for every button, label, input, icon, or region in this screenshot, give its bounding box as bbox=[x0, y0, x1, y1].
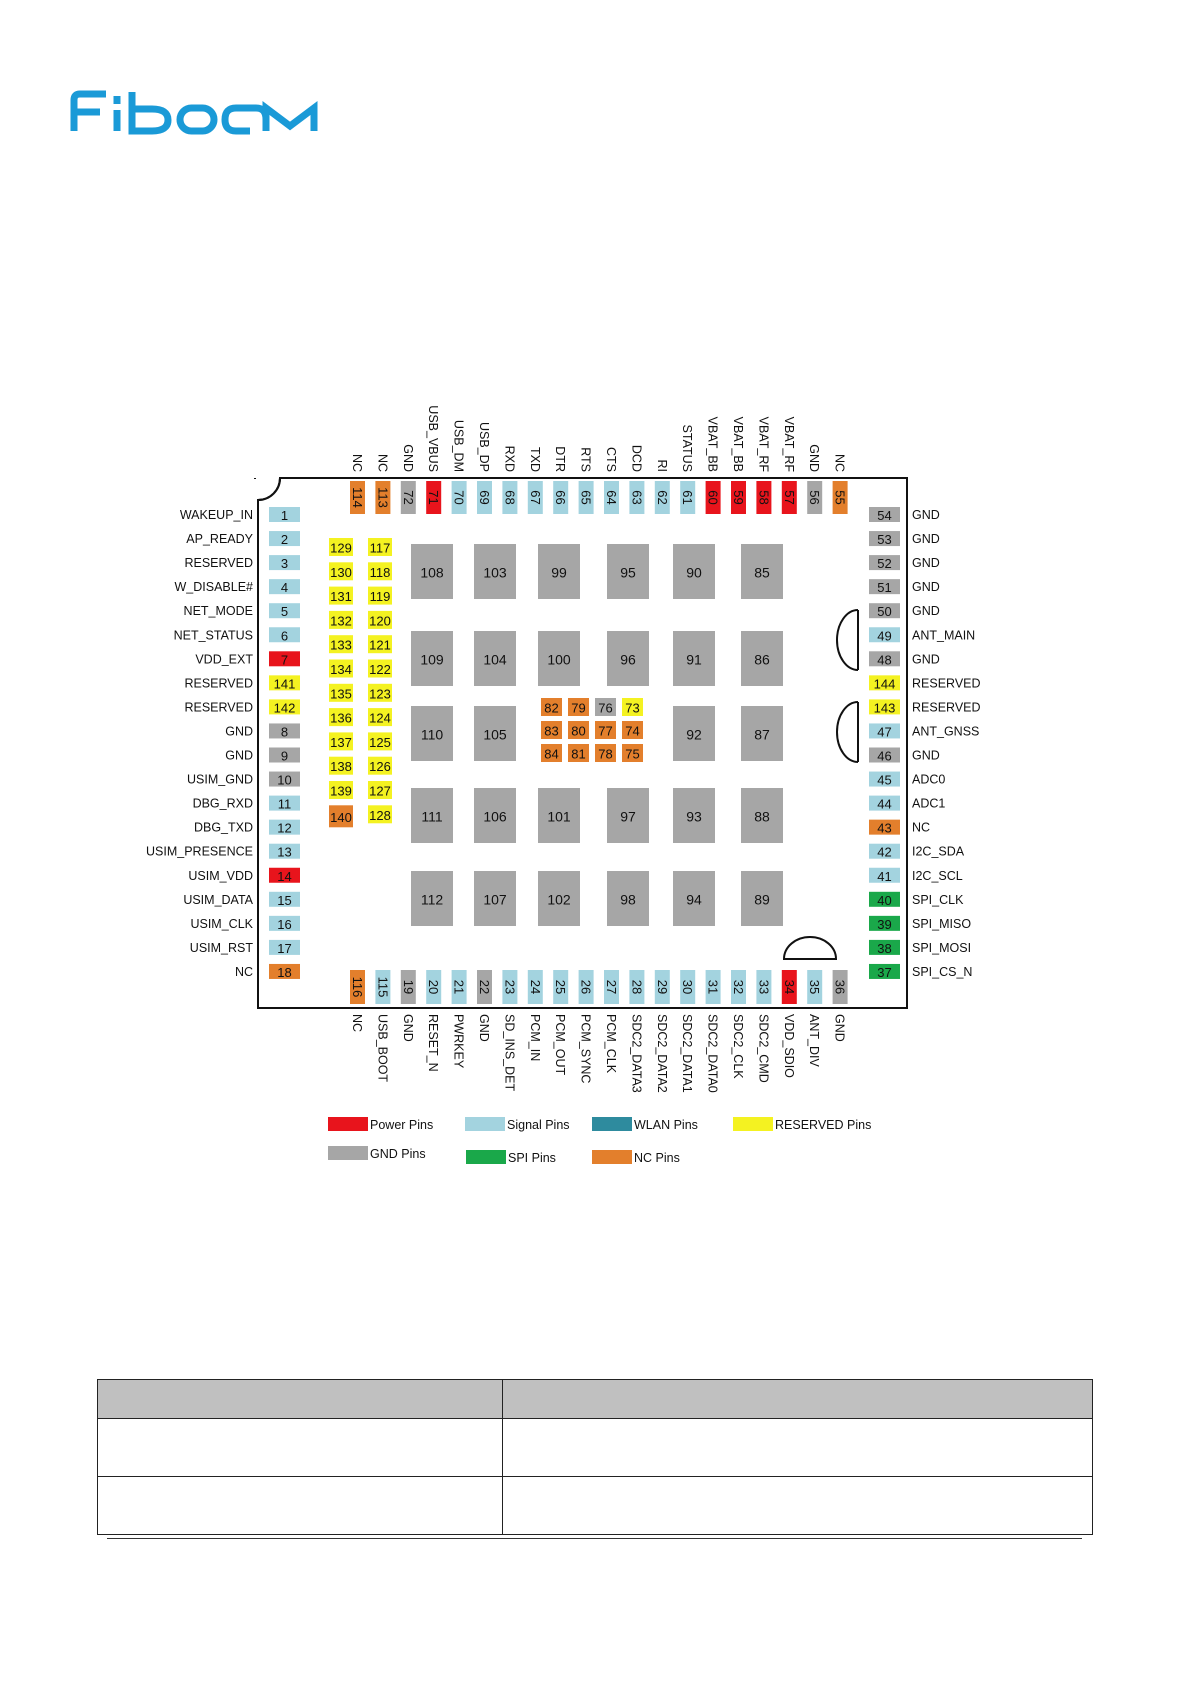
pin-113-number: 113 bbox=[375, 487, 391, 508]
pin-22-number: 22 bbox=[477, 979, 492, 995]
center-pin-cluster bbox=[541, 698, 643, 762]
pin-43-label: NC bbox=[912, 820, 931, 835]
pin-14-number: 14 bbox=[277, 868, 292, 884]
pin-59-label: VBAT_BB bbox=[731, 416, 745, 472]
pin-1-label: WAKEUP_IN bbox=[179, 508, 253, 522]
pin-127-number: 127 bbox=[369, 783, 391, 799]
pin-30-number: 30 bbox=[680, 979, 696, 995]
pin-125-number: 125 bbox=[369, 734, 391, 750]
pin-72-label: GND bbox=[400, 444, 415, 472]
pin-122-number: 122 bbox=[369, 662, 391, 677]
legend-label-reserved: RESERVED Pins bbox=[775, 1118, 872, 1132]
pin-27-label: PCM_CLK bbox=[604, 1014, 618, 1074]
table-cell bbox=[98, 1419, 503, 1477]
pin-26-number: 26 bbox=[578, 979, 594, 995]
table-row bbox=[98, 1419, 1093, 1477]
pin-11-number: 11 bbox=[277, 796, 292, 812]
pin-23-label: SD_INS_DET bbox=[502, 1014, 517, 1092]
pin-19-label: GND bbox=[400, 1014, 415, 1042]
pin-143-label: RESERVED bbox=[912, 700, 981, 715]
pin-23-number: 23 bbox=[502, 979, 518, 995]
pin-76-number: 76 bbox=[598, 700, 613, 716]
pad-106-number: 106 bbox=[483, 808, 507, 825]
pin-34-label: VDD_SDIO bbox=[781, 1014, 796, 1078]
pin-21-number: 21 bbox=[451, 979, 467, 995]
pin-17-label: USIM_RST bbox=[189, 940, 253, 955]
pad-102-number: 102 bbox=[547, 891, 571, 908]
table-cell bbox=[503, 1419, 1093, 1477]
pin-63-number: 63 bbox=[629, 490, 645, 505]
pad-108-number: 108 bbox=[420, 564, 444, 581]
pin-70-number: 70 bbox=[451, 490, 467, 505]
pin-58-label: VBAT_RF bbox=[756, 416, 771, 472]
pin-17-number: 17 bbox=[277, 940, 292, 956]
pin-2-number: 2 bbox=[280, 532, 289, 548]
legend-swatch-spi bbox=[466, 1150, 506, 1164]
pin-65-number: 65 bbox=[578, 490, 594, 505]
pin-12-label: DBG_TXD bbox=[193, 820, 253, 835]
pin-114-label: NC bbox=[350, 453, 364, 472]
pin-124-number: 124 bbox=[369, 710, 391, 726]
pin-114-number: 114 bbox=[350, 487, 365, 508]
pin-60-number: 60 bbox=[705, 490, 721, 505]
footer-rule bbox=[107, 1538, 1082, 1539]
pin-35-number: 35 bbox=[807, 979, 823, 995]
table-cell bbox=[98, 1477, 503, 1535]
pad-97-number: 97 bbox=[620, 808, 636, 825]
pin-15-label: USIM_DATA bbox=[183, 892, 253, 907]
pin-57-label: VBAT_RF bbox=[781, 416, 796, 472]
pin-1-number: 1 bbox=[280, 508, 289, 523]
pin-36-label: GND bbox=[832, 1014, 847, 1042]
pin-135-number: 135 bbox=[330, 686, 352, 702]
pin-40-label: SPI_CLK bbox=[912, 892, 964, 907]
pin-11-label: DBG_RXD bbox=[192, 796, 253, 811]
pin-80-number: 80 bbox=[571, 723, 586, 739]
pin-49-number: 49 bbox=[877, 628, 892, 644]
pad-107-number: 107 bbox=[483, 891, 507, 908]
table-row bbox=[98, 1477, 1093, 1535]
pad-111-number: 111 bbox=[421, 808, 443, 825]
ant-gnss-marker bbox=[837, 702, 858, 762]
pin-10-label: USIM_GND bbox=[187, 772, 253, 787]
pin-67-number: 67 bbox=[527, 490, 543, 505]
pin-15-number: 15 bbox=[277, 892, 292, 908]
pin-117-number: 117 bbox=[369, 540, 391, 556]
pin-13-label: USIM_PRESENCE bbox=[146, 844, 253, 859]
pin-115-number: 115 bbox=[375, 976, 391, 998]
pin-47-number: 47 bbox=[877, 724, 892, 740]
pin-73-number: 73 bbox=[625, 700, 640, 716]
pin-61-label: STATUS bbox=[680, 424, 695, 472]
pin-64-label: CTS bbox=[604, 447, 618, 472]
pin-57-number: 57 bbox=[781, 490, 797, 505]
pin-66-number: 66 bbox=[553, 490, 569, 505]
pin-definition-table bbox=[97, 1379, 1093, 1535]
pin-31-number: 31 bbox=[705, 979, 721, 995]
pin-32-label: SDC2_CLK bbox=[731, 1014, 745, 1079]
pin-38-number: 38 bbox=[877, 940, 892, 956]
pin-18-number: 18 bbox=[277, 964, 292, 980]
pin-65-label: RTS bbox=[578, 447, 593, 472]
pin-22-label: GND bbox=[477, 1014, 491, 1042]
pin-70-label: USB_DM bbox=[451, 419, 466, 472]
pin-55-number: 55 bbox=[832, 490, 848, 505]
pad-90-number: 90 bbox=[686, 564, 702, 581]
pin-116-label: NC bbox=[350, 1014, 364, 1033]
pin-68-number: 68 bbox=[502, 490, 518, 505]
pin-82-number: 82 bbox=[544, 700, 559, 716]
pin-30-label: SDC2_DATA1 bbox=[680, 1014, 695, 1093]
pin-144-number: 144 bbox=[873, 676, 896, 692]
pin-35-label: ANT_DIV bbox=[807, 1014, 822, 1067]
pin-18-label: NC bbox=[234, 964, 253, 979]
pin-14-label: USIM_VDD bbox=[188, 868, 253, 883]
pin-115-label: USB_BOOT bbox=[375, 1014, 390, 1083]
pin-64-number: 64 bbox=[604, 490, 619, 505]
pin-8-label: GND bbox=[225, 724, 253, 739]
pin-126-number: 126 bbox=[369, 759, 391, 775]
legend-swatch-gnd bbox=[328, 1146, 368, 1160]
pin-69-label: USB_DP bbox=[477, 421, 491, 472]
pin-134-number: 134 bbox=[330, 662, 352, 677]
pin-7-number: 7 bbox=[280, 652, 289, 668]
pin-4-label: W_DISABLE# bbox=[174, 580, 253, 595]
pin-140-number: 140 bbox=[330, 809, 352, 825]
pin-75-number: 75 bbox=[625, 746, 640, 762]
pin-63-label: DCD bbox=[629, 444, 644, 472]
legend-swatch-power bbox=[328, 1117, 368, 1131]
pad-104-number: 104 bbox=[483, 651, 507, 668]
pin-24-label: PCM_IN bbox=[527, 1014, 542, 1062]
pin-138-number: 138 bbox=[330, 759, 352, 775]
pin-34-number: 34 bbox=[781, 979, 797, 995]
pin-16-label: USIM_CLK bbox=[190, 916, 253, 931]
pin-47-label: ANT_GNSS bbox=[912, 724, 980, 739]
pin-21-label: PWRKEY bbox=[451, 1014, 466, 1069]
pin-6-number: 6 bbox=[280, 628, 289, 644]
pin-50-number: 50 bbox=[877, 604, 892, 620]
pin-84-number: 84 bbox=[544, 746, 559, 762]
pin-46-number: 46 bbox=[877, 748, 892, 764]
pin-141-label: RESERVED bbox=[184, 676, 253, 691]
legend-label-nc: NC Pins bbox=[634, 1151, 680, 1165]
pin-52-label: GND bbox=[912, 556, 940, 571]
pad-99-number: 99 bbox=[551, 564, 567, 581]
pin-45-number: 45 bbox=[877, 772, 892, 788]
pin-3-number: 3 bbox=[280, 556, 289, 572]
legend-label-wlan: WLAN Pins bbox=[634, 1118, 698, 1132]
pin-9-number: 9 bbox=[280, 748, 289, 764]
pad-103-number: 103 bbox=[483, 564, 507, 581]
pin-121-number: 121 bbox=[369, 637, 391, 653]
pad-88-number: 88 bbox=[754, 808, 770, 825]
pad-91-number: 91 bbox=[686, 651, 702, 668]
table-header-row bbox=[98, 1380, 1093, 1419]
pin-9-label: GND bbox=[225, 748, 253, 763]
pad-93-number: 93 bbox=[686, 808, 702, 825]
pin-54-number: 54 bbox=[877, 508, 892, 523]
pin-42-number: 42 bbox=[877, 844, 892, 860]
legend-swatch-reserved bbox=[733, 1117, 773, 1131]
pin-37-number: 37 bbox=[877, 964, 892, 980]
pin-53-label: GND bbox=[912, 532, 940, 547]
legend-label-gnd: GND Pins bbox=[370, 1147, 426, 1161]
pin-8-number: 8 bbox=[280, 724, 289, 740]
pad-96-number: 96 bbox=[620, 651, 636, 668]
pin-71-number: 71 bbox=[426, 490, 442, 505]
pin-39-label: SPI_MISO bbox=[912, 916, 972, 931]
legend-label-spi: SPI Pins bbox=[508, 1151, 556, 1165]
pin-132-number: 132 bbox=[330, 613, 352, 629]
inner-reserved-pins bbox=[329, 538, 392, 827]
pin-83-number: 83 bbox=[544, 723, 559, 739]
legend-label-signal: Signal Pins bbox=[507, 1118, 570, 1132]
pin-40-number: 40 bbox=[877, 892, 892, 908]
pin-118-number: 118 bbox=[369, 564, 391, 580]
pin-26-label: PCM_SYNC bbox=[578, 1014, 593, 1084]
pin-139-number: 139 bbox=[330, 783, 352, 799]
pad-105-number: 105 bbox=[483, 726, 507, 743]
pin-131-number: 131 bbox=[330, 589, 352, 605]
left-pin-row bbox=[146, 507, 300, 980]
pin-128-number: 128 bbox=[369, 807, 391, 823]
pin-43-number: 43 bbox=[877, 820, 892, 836]
legend-swatch-nc bbox=[592, 1150, 632, 1164]
module-notch bbox=[258, 478, 280, 500]
pin-25-number: 25 bbox=[553, 979, 569, 995]
pin-74-number: 74 bbox=[625, 723, 640, 739]
pin-7-label: VDD_EXT bbox=[195, 652, 253, 667]
top-pin-row bbox=[350, 405, 848, 514]
pin-29-label: SDC2_DATA2 bbox=[654, 1014, 669, 1093]
pin-142-label: RESERVED bbox=[184, 700, 253, 715]
pin-68-label: RXD bbox=[502, 445, 517, 472]
pin-62-label: RI bbox=[654, 459, 669, 472]
pin-38-label: SPI_MOSI bbox=[912, 940, 972, 955]
pin-48-label: GND bbox=[912, 652, 940, 667]
pin-44-number: 44 bbox=[877, 796, 892, 812]
pin-16-number: 16 bbox=[277, 916, 292, 932]
ant-div-marker bbox=[784, 937, 836, 959]
pad-109-number: 109 bbox=[420, 651, 444, 668]
pin-19-number: 19 bbox=[400, 979, 416, 995]
pin-25-label: PCM_OUT bbox=[553, 1014, 568, 1076]
pad-95-number: 95 bbox=[620, 564, 636, 581]
pin-144-label: RESERVED bbox=[912, 676, 981, 691]
table-header-cell bbox=[98, 1380, 503, 1419]
legend-label-power: Power Pins bbox=[370, 1118, 434, 1132]
pin-62-number: 62 bbox=[654, 490, 670, 505]
pin-12-number: 12 bbox=[277, 820, 292, 836]
pad-94-number: 94 bbox=[686, 891, 702, 908]
table-header-cell bbox=[503, 1380, 1093, 1419]
pin-141-number: 141 bbox=[273, 676, 296, 692]
pad-100-number: 100 bbox=[547, 651, 571, 668]
pin-50-label: GND bbox=[912, 604, 940, 619]
pin-81-number: 81 bbox=[571, 746, 586, 762]
pin-37-label: SPI_CS_N bbox=[912, 964, 973, 979]
pin-116-number: 116 bbox=[350, 976, 365, 998]
table-cell bbox=[503, 1477, 1093, 1535]
pin-69-number: 69 bbox=[477, 490, 492, 505]
pin-41-number: 41 bbox=[877, 868, 892, 884]
pin-32-number: 32 bbox=[731, 979, 746, 995]
pin-66-label: DTR bbox=[553, 446, 568, 472]
pin-45-label: ADC0 bbox=[912, 772, 946, 787]
pin-113-label: NC bbox=[375, 453, 390, 472]
pad-87-number: 87 bbox=[754, 726, 770, 743]
pin-46-label: GND bbox=[912, 748, 940, 763]
pad-112-number: 112 bbox=[420, 891, 444, 908]
pin-56-label: GND bbox=[807, 444, 822, 472]
pad-86-number: 86 bbox=[754, 651, 770, 668]
pin-3-label: RESERVED bbox=[184, 556, 253, 571]
pin-29-number: 29 bbox=[654, 979, 670, 995]
pin-67-label: TXD bbox=[527, 447, 542, 472]
pin-20-label: RESET_N bbox=[426, 1014, 441, 1072]
pin-28-number: 28 bbox=[629, 979, 645, 995]
pin-60-label: VBAT_BB bbox=[705, 416, 720, 472]
legend-swatch-wlan bbox=[592, 1117, 632, 1131]
pin-120-number: 120 bbox=[369, 613, 391, 629]
pin-36-number: 36 bbox=[832, 979, 848, 995]
pad-110-number: 110 bbox=[420, 726, 444, 743]
pin-4-number: 4 bbox=[280, 580, 289, 596]
pad-89-number: 89 bbox=[754, 891, 770, 908]
pin-33-number: 33 bbox=[756, 979, 772, 995]
pin-27-number: 27 bbox=[604, 979, 619, 995]
pin-52-number: 52 bbox=[877, 556, 892, 572]
pin-56-number: 56 bbox=[807, 490, 823, 505]
pin-129-number: 129 bbox=[330, 540, 352, 556]
pin-legend bbox=[328, 1117, 871, 1165]
pin-24-number: 24 bbox=[527, 979, 543, 995]
pin-42-label: I2C_SDA bbox=[912, 844, 965, 859]
pad-92-number: 92 bbox=[686, 726, 702, 743]
pin-51-label: GND bbox=[912, 580, 940, 595]
pin-119-number: 119 bbox=[369, 589, 391, 605]
pin-20-number: 20 bbox=[426, 979, 442, 995]
pin-123-number: 123 bbox=[369, 686, 391, 702]
right-pin-row bbox=[869, 507, 981, 980]
ant-main-marker bbox=[837, 610, 858, 670]
legend-swatch-signal bbox=[465, 1117, 505, 1131]
pin-55-label: NC bbox=[832, 453, 847, 472]
pin-13-number: 13 bbox=[277, 844, 292, 860]
pin-2-label: AP_READY bbox=[186, 532, 253, 547]
pin-49-label: ANT_MAIN bbox=[912, 628, 976, 643]
pin-133-number: 133 bbox=[330, 637, 352, 653]
pin-79-number: 79 bbox=[571, 700, 586, 716]
pin-61-number: 61 bbox=[680, 490, 696, 505]
pin-28-label: SDC2_DATA3 bbox=[629, 1014, 644, 1093]
pin-78-number: 78 bbox=[598, 746, 613, 762]
pin-137-number: 137 bbox=[330, 734, 352, 750]
pin-41-label: I2C_SCL bbox=[912, 868, 963, 883]
pin-53-number: 53 bbox=[877, 532, 892, 548]
pin-130-number: 130 bbox=[330, 564, 352, 580]
pin-33-label: SDC2_CMD bbox=[756, 1014, 771, 1083]
pin-58-number: 58 bbox=[756, 490, 772, 505]
pin-71-label: USB_VBUS bbox=[426, 405, 441, 472]
pad-98-number: 98 bbox=[620, 891, 636, 908]
pad-85-number: 85 bbox=[754, 564, 770, 581]
pin-143-number: 143 bbox=[873, 700, 896, 716]
pin-59-number: 59 bbox=[731, 490, 746, 505]
pin-48-number: 48 bbox=[877, 652, 892, 668]
pin-72-number: 72 bbox=[400, 490, 416, 505]
pin-10-number: 10 bbox=[277, 772, 292, 788]
pin-39-number: 39 bbox=[877, 916, 892, 932]
pin-136-number: 136 bbox=[330, 710, 352, 726]
bottom-pin-row bbox=[350, 970, 848, 1093]
pin-51-number: 51 bbox=[877, 580, 892, 596]
pin-5-number: 5 bbox=[280, 604, 289, 620]
pin-31-label: SDC2_DATA0 bbox=[705, 1014, 720, 1093]
pin-77-number: 77 bbox=[598, 723, 613, 739]
pin-142-number: 142 bbox=[273, 700, 296, 716]
pin-5-label: NET_MODE bbox=[183, 604, 253, 619]
pin-54-label: GND bbox=[912, 508, 940, 522]
pin-44-label: ADC1 bbox=[912, 796, 946, 811]
pin-6-label: NET_STATUS bbox=[173, 628, 253, 643]
pad-101-number: 101 bbox=[547, 808, 571, 825]
